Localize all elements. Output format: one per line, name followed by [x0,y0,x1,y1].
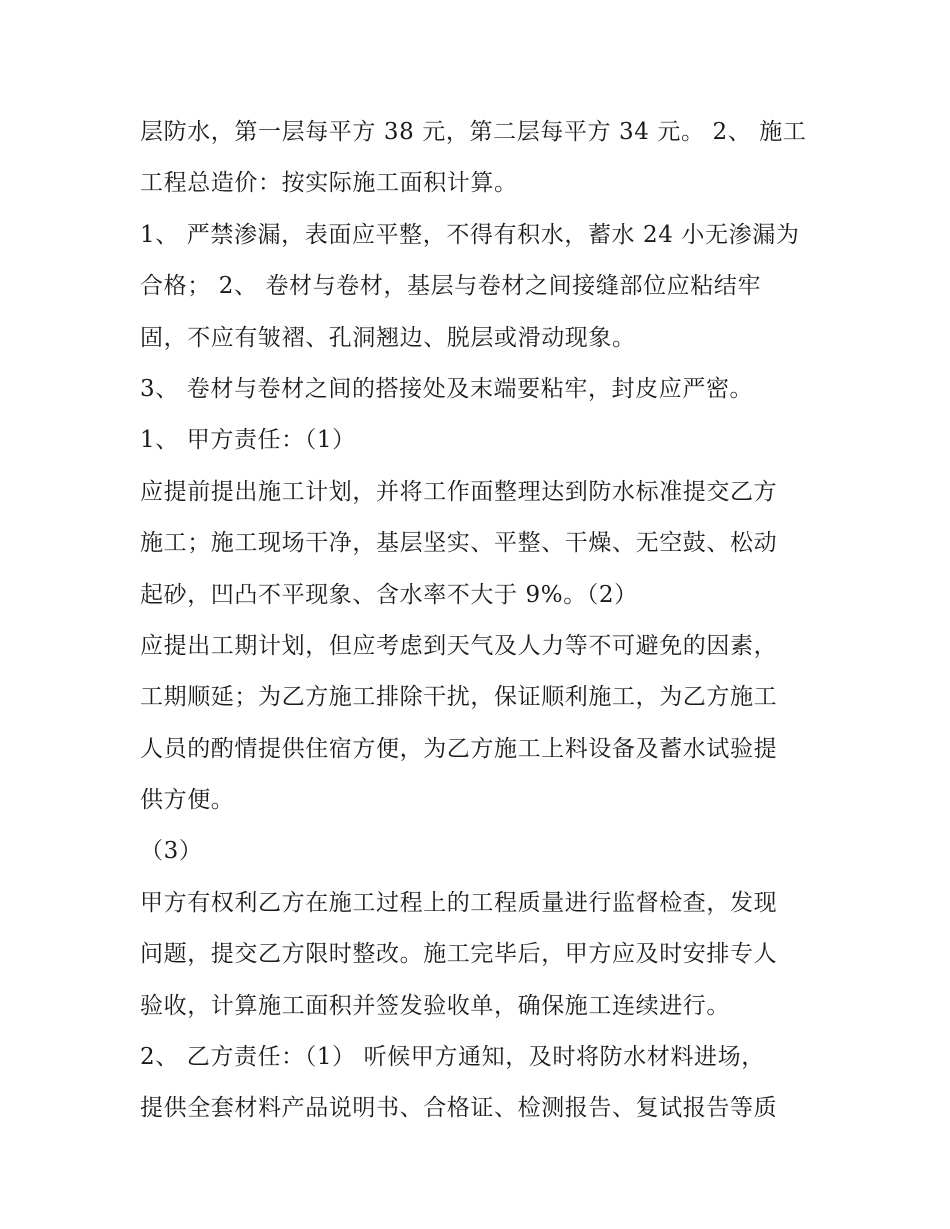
text-line: 2、 乙方责任：（1） 听候甲方通知，及时将防水材料进场， [140,1044,765,1071]
text-line: 3、 卷材与卷材之间的搭接处及末端要粘牢，封皮应严密。 [140,375,754,402]
text-line: 甲方有权利乙方在施工过程上的工程质量进行监督检查，发现 [140,889,778,916]
text-line: 人员的酌情提供住宿方便，为乙方施工上料设备及蓄水试验提 [140,735,778,762]
text-line: （3） [140,838,203,865]
document-body [140,107,830,1135]
text-line: 1、 严禁渗漏，表面应平整，不得有积水，蓄水 24 小无渗漏为 [140,221,800,248]
text-line: 应提前提出施工计划，并将工作面整理达到防水标准提交乙方 [140,478,778,505]
text-line: 工程总造价：按实际施工面积计算。 [140,170,518,197]
text-line: 施工；施工现场干净，基层坚实、平整、干燥、无空鼓、松动 [140,530,778,557]
text-line: 1、 甲方责任：（1） [140,427,356,454]
text-line: 工期顺延；为乙方施工排除干扰，保证顺利施工，为乙方施工 [140,684,778,711]
text-line: 问题，提交乙方限时整改。施工完毕后，甲方应及时安排专人 [140,941,778,968]
text-line: 供方便。 [140,787,235,814]
text-line: 验收，计算施工面积并签发验收单，确保施工连续进行。 [140,992,730,1019]
text-line: 层防水，第一层每平方 38 元，第二层每平方 34 元。 2、 施工 [140,119,807,145]
text-line: 应提出工期计划，但应考虑到天气及人力等不可避免的因素， [140,632,778,659]
text-line: 起砂，凹凸不平现象、含水率不大于 9%。（2） [140,581,638,608]
text-line: 合格； 2、 卷材与卷材，基层与卷材之间接缝部位应粘结牢 [140,273,762,300]
text-line: 提供全套材料产品说明书、合格证、检测报告、复试报告等质 [140,1095,778,1122]
text-line: 固，不应有皱褶、孔洞翘边、脱层或滑动现象。 [140,324,636,351]
